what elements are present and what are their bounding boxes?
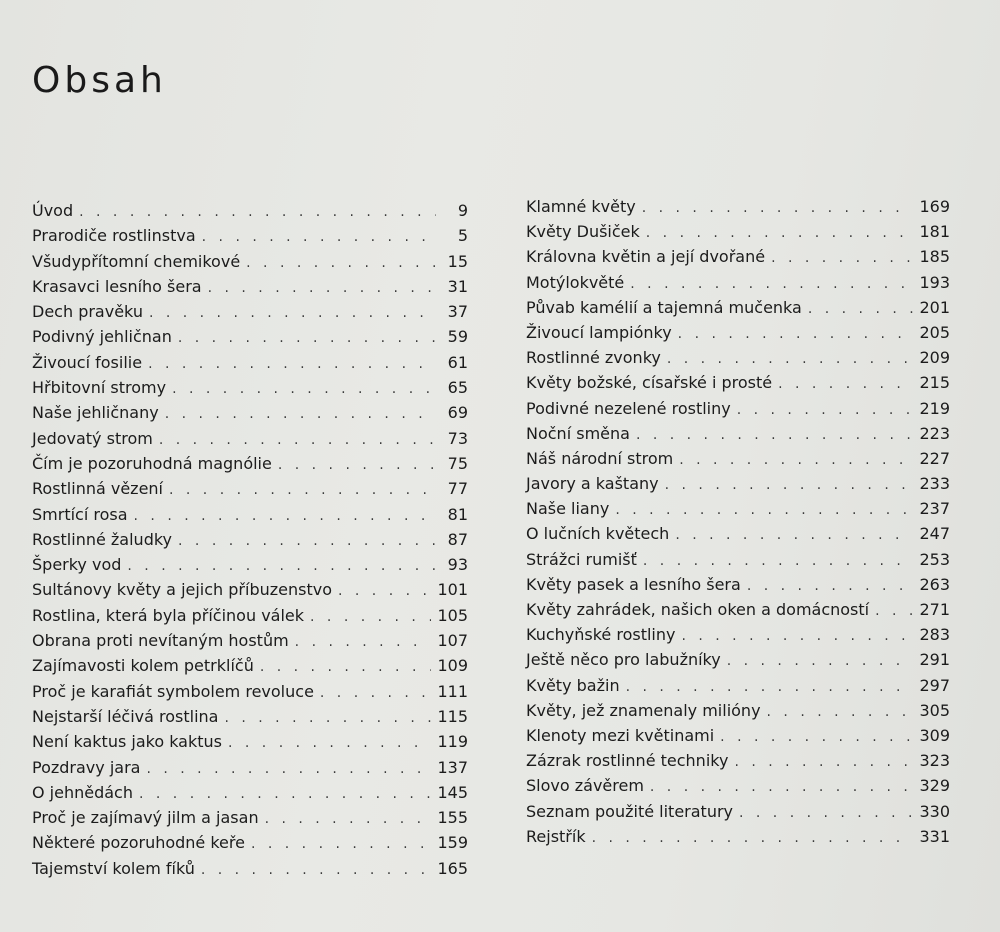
dot-leader [310,609,431,625]
toc-entry-title: Úvod [32,201,74,220]
dot-leader [615,502,913,518]
toc-entry [32,732,468,757]
toc-entry-page-number: 309 [919,725,950,745]
toc-entry-title: Obrana proti nevítaným hostům [32,631,289,651]
toc-entry-page-number: 297 [919,675,950,695]
page-title: Obsah [32,60,167,102]
dot-leader [681,628,913,644]
toc-entry-title: Pozdravy jara [32,757,141,777]
toc-entry [526,776,950,801]
toc-entry-title: Půvab kamélií a tajemná mučenka [526,297,802,317]
dot-leader [278,457,436,473]
toc-entry-page-number: 105 [437,605,468,625]
toc-entry-title: Rostlinná vězení [32,479,163,499]
toc-entry-page-number: 237 [919,499,950,519]
toc-entry-title: Podivné nezelené rostliny [526,398,731,418]
toc-entry-page-number: 77 [447,479,468,499]
toc-entry [526,247,950,272]
toc-entry-page-number: 271 [919,600,950,619]
toc-entry-page-number: 5 [457,226,468,246]
toc-entry-title: Živoucí lampiónky [526,322,672,342]
toc-entry [32,808,468,833]
toc-entry-page-number: 145 [437,782,468,802]
toc-entry-page-number: 87 [447,529,468,549]
toc-entry-page-number: 305 [919,700,950,720]
dot-leader [643,553,914,569]
toc-entry [526,298,950,323]
toc-entry-page-number: 59 [447,327,468,347]
toc-entry [32,327,468,352]
toc-entry-title: Strážci rumišť [526,549,637,569]
toc-entry-page-number: 61 [447,352,468,372]
toc-entry [526,424,950,449]
dot-leader [201,862,432,878]
toc-entry [526,802,950,827]
toc-entry-page-number: 169 [919,197,950,216]
dot-leader [320,685,432,701]
toc-entry-title: Zajímavosti kolem petrklíčů [32,656,254,676]
toc-entry-title: Naše jehličnany [32,403,159,423]
dot-leader [771,250,913,266]
dot-leader [224,710,431,726]
toc-entry-title: Květy božské, císařské i prosté [526,373,773,393]
toc-entry-page-number: 9 [457,201,468,220]
dot-leader [228,735,431,751]
dot-leader [875,603,913,619]
toc-entry [32,479,468,504]
toc-entry-page-number: 205 [919,322,950,342]
toc-entry-page-number: 165 [437,858,468,878]
toc-entry-page-number: 31 [447,276,468,296]
toc-entry-page-number: 37 [447,302,468,322]
toc-entry [526,474,950,499]
toc-entry-page-number: 209 [919,348,950,368]
toc-entry-page-number: 219 [919,398,950,418]
toc-entry-page-number: 107 [437,631,468,651]
toc-entry [526,273,950,298]
dot-leader [178,533,436,549]
toc-entry-title: Smrtící rosa [32,504,128,524]
toc-entry-page-number: 181 [919,222,950,242]
toc-entry-title: Nejstarší léčivá rostlina [32,706,219,726]
dot-leader [808,301,914,317]
dot-leader [246,255,436,271]
toc-entry-page-number: 233 [919,474,950,494]
toc-entry-title: Královna květin a její dvořané [526,247,766,267]
toc-entry [32,758,468,783]
dot-leader [265,811,432,827]
dot-leader [251,836,431,852]
toc-entry-page-number: 329 [919,776,950,796]
dot-leader [665,477,914,493]
toc-entry-page-number: 247 [919,524,950,544]
toc-entry-title: Prarodiče rostlinstva [32,226,196,246]
toc-entry [32,859,468,884]
toc-entry [32,252,468,277]
toc-entry-page-number: 330 [919,801,950,821]
toc-entry-page-number: 331 [919,826,950,846]
dot-leader [636,427,914,443]
toc-entry-title: Květy zahrádek, našich oken a domácností [526,600,870,619]
toc-entry-page-number: 223 [919,423,950,443]
toc-entry [32,353,468,378]
toc-entry-page-number: 65 [447,378,468,398]
toc-entry [526,625,950,650]
dot-leader [260,659,432,675]
toc-entry [32,631,468,656]
toc-entry-page-number: 81 [447,504,468,524]
toc-entry-title: Květy bažin [526,675,620,695]
toc-entry [32,226,468,251]
toc-entry-title: Dech pravěku [32,302,143,322]
toc-entry [32,707,468,732]
toc-entry [32,783,468,808]
toc-entry-title: Motýlokvěté [526,272,625,292]
toc-entry [32,403,468,428]
toc-entry [526,550,950,575]
dot-leader [734,754,913,770]
dot-leader [767,704,914,720]
toc-entry-title: Některé pozoruhodné keře [32,833,245,853]
toc-entry-title: Klamné květy [526,197,636,216]
toc-entry-page-number: 253 [919,549,950,569]
toc-entry-title: Slovo závěrem [526,776,644,796]
dot-leader [159,432,436,448]
toc-entry-title: Ještě něco pro labužníky [526,650,721,670]
toc-entry [526,499,950,524]
toc-entry-page-number: 73 [447,428,468,448]
toc-entry-title: O lučních květech [526,524,670,544]
toc-entry [32,505,468,530]
toc-entry-title: Proč je zajímavý jilm a jasan [32,808,259,828]
dot-leader [739,805,913,821]
dot-leader [134,508,436,524]
toc-entry [32,454,468,479]
toc-entry [32,429,468,454]
toc-entry-page-number: 263 [919,574,950,594]
toc-entry-title: Jedovatý strom [32,428,153,448]
dot-leader [208,280,436,296]
dot-leader [169,482,436,498]
toc-entry [526,449,950,474]
toc-entry-title: Hřbitovní stromy [32,378,167,398]
toc-entry-title: Květy pasek a lesního šera [526,574,741,594]
toc-entry-title: Není kaktus jako kaktus [32,732,222,752]
toc-entry-title: Zázrak rostlinné techniky [526,751,729,771]
toc-entry-title: Seznam použité literatury [526,801,733,821]
toc-entry [526,827,950,852]
toc-entry-page-number: 201 [919,297,950,317]
toc-entry-title: Podivný jehličnan [32,327,172,347]
toc-entry-page-number: 75 [447,453,468,473]
toc-entry [526,197,950,222]
toc-entry-page-number: 155 [437,808,468,828]
toc-entry [32,682,468,707]
toc-entry-page-number: 69 [447,403,468,423]
toc-entry [32,833,468,858]
dot-leader [747,578,914,594]
toc-entry [526,348,950,373]
toc-entry-page-number: 185 [919,247,950,267]
toc-entry [526,222,950,247]
toc-entry [32,580,468,605]
toc-entry-title: Rostlinné žaludky [32,529,173,549]
dot-leader [678,326,914,342]
toc-entry-title: Čím je pozoruhodná magnólie [32,453,272,473]
dot-leader [127,558,436,574]
toc-entry-title: Rostlinné zvonky [526,348,661,368]
toc-entry-page-number: 109 [437,656,468,676]
toc-left-column [32,201,468,884]
toc-entry-page-number: 15 [447,251,468,271]
toc-entry-page-number: 93 [447,555,468,575]
toc-entry [526,323,950,348]
toc-entry-page-number: 193 [919,272,950,292]
dot-leader [295,634,432,650]
toc-right-column [526,197,950,852]
toc-entry-title: Rejstřík [526,826,586,846]
toc-entry [32,530,468,555]
toc-entry [32,277,468,302]
toc-entry-title: Javory a kaštany [526,474,659,494]
toc-entry [526,575,950,600]
dot-leader [146,761,431,777]
toc-entry-title: Sultánovy květy a jejich příbuzenstvo [32,580,332,600]
dot-leader [178,330,436,346]
dot-leader [139,786,431,802]
dot-leader [202,229,436,245]
toc-entry-title: Rostlina, která byla příčinou válek [32,605,305,625]
dot-leader [79,204,436,220]
dot-leader [737,402,914,418]
dot-leader [679,452,913,468]
toc-entry-title: Živoucí fosilie [32,352,143,372]
toc-entry-title: Naše liany [526,499,610,519]
toc-entry [526,676,950,701]
toc-entry [526,524,950,549]
dot-leader [650,779,914,795]
dot-leader [778,376,913,392]
toc-entry [32,378,468,403]
toc-entry [526,701,950,726]
toc-entry-page-number: 215 [919,373,950,393]
dot-leader [149,305,436,321]
toc-entry [32,302,468,327]
dot-leader [667,351,914,367]
toc-entry [526,751,950,776]
toc-entry [32,656,468,681]
dot-leader [592,830,914,846]
toc-entry-title: Tajemství kolem fíků [32,858,195,878]
toc-entry [526,399,950,424]
toc-entry-page-number: 227 [919,448,950,468]
toc-entry [32,555,468,580]
dot-leader [720,729,913,745]
toc-entry-page-number: 137 [437,757,468,777]
toc-entry-page-number: 323 [919,751,950,771]
toc-entry-title: Všudypřítomní chemikové [32,251,241,271]
toc-entry-title: Květy Dušiček [526,222,640,242]
dot-leader [646,225,914,241]
toc-entry-page-number: 101 [437,580,468,600]
toc-entry-title: Šperky vod [32,555,122,575]
toc-entry-title: Kuchyňské rostliny [526,625,676,645]
toc-entry-page-number: 111 [437,681,468,701]
toc-entry-title: Proč je karafiát symbolem revoluce [32,681,314,701]
toc-entry-page-number: 159 [437,833,468,853]
toc-entry [526,650,950,675]
dot-leader [675,527,913,543]
toc-entry [526,373,950,398]
dot-leader [338,583,431,599]
dot-leader [148,356,436,372]
dot-leader [626,679,914,695]
toc-entry [526,726,950,751]
toc-entry [526,600,950,625]
toc-entry-page-number: 283 [919,625,950,645]
toc-entry-page-number: 119 [437,732,468,752]
toc-entry [32,201,468,226]
dot-leader [172,381,436,397]
toc-entry-title: Náš národní strom [526,448,674,468]
toc-entry [32,606,468,631]
dot-leader [630,276,913,292]
toc-entry-title: Krasavci lesního šera [32,276,202,296]
toc-entry-title: Noční směna [526,423,630,443]
dot-leader [642,200,914,216]
dot-leader [165,406,436,422]
toc-entry-page-number: 115 [437,706,468,726]
dot-leader [727,653,914,669]
toc-entry-title: Květy, jež znamenaly milióny [526,700,761,720]
toc-entry-title: Klenoty mezi květinami [526,725,715,745]
toc-entry-title: O jehnědách [32,782,133,802]
toc-entry-page-number: 291 [919,650,950,670]
